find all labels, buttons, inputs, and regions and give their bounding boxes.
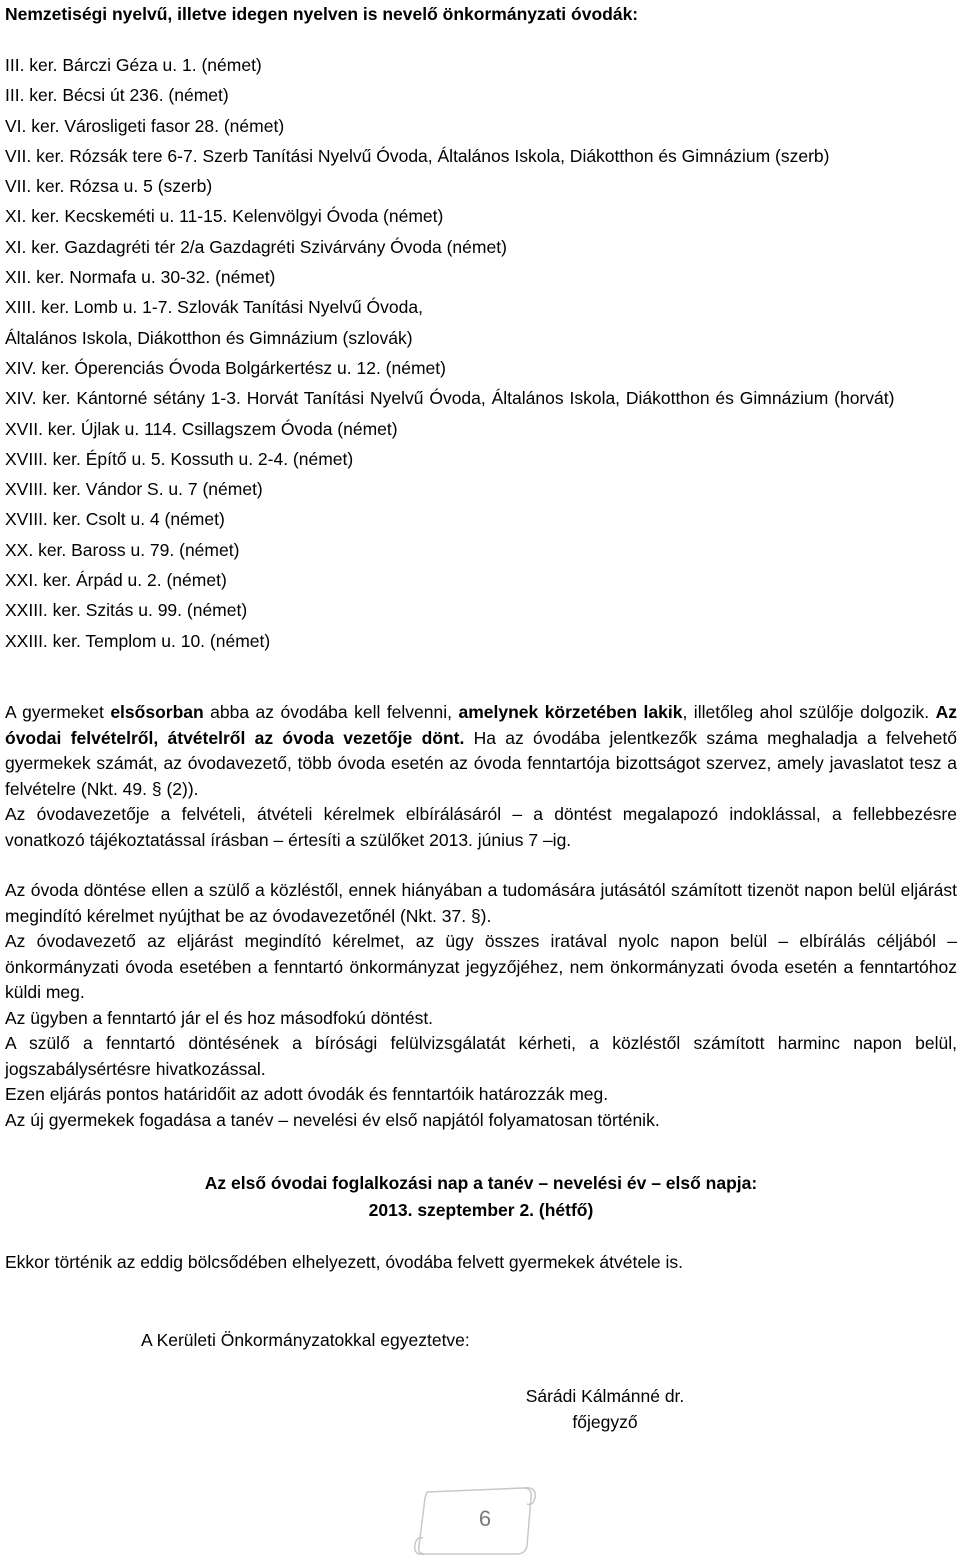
- list-item: XIV. ker. Óperenciás Óvoda Bolgárkertész u. 12. (német): [5, 357, 446, 378]
- takeover-note: Ekkor történik az eddig bölcsődében elhelyezett, óvodába felvett gyermekek átvétele is.: [5, 1252, 684, 1272]
- list-item: XI. ker. Gazdagréti tér 2/a Gazdagréti Szivárvány Óvoda (német): [5, 236, 507, 257]
- list-item: XXIII. ker. Szitás u. 99. (német): [5, 600, 248, 621]
- emphasis: amelynek körzetében lakik: [458, 702, 683, 722]
- notification-paragraph: Az óvodavezetője a felvételi, átvételi kérelmek elbírálásáról – a döntést megalapozó indoklással, a fellebbezésre vonatkozó tájékoztatással írásban – értesíti a szülőket 2013. június 7 –ig.: [5, 804, 957, 850]
- list-item: XXI. ker. Árpád u. 2. (német): [5, 570, 227, 591]
- deadlines-paragraph: Ezen eljárás pontos határidőit az adott óvodák és fenntartóik határozzák meg.: [5, 1084, 609, 1104]
- body-text: [5, 700, 957, 1133]
- list-item: III. ker. Bécsi út 236. (német): [5, 85, 229, 106]
- page-number-badge: [405, 1480, 520, 1550]
- section-heading: Nemzetiségi nyelvű, illetve idegen nyelven is nevelő önkormányzati óvodák:: [5, 4, 639, 24]
- text-run: abba az óvodába kell felvenni,: [203, 702, 459, 722]
- list-item: XX. ker. Baross u. 79. (német): [5, 539, 240, 560]
- appeal-paragraph: Az óvoda döntése ellen a szülő a közléstől, ennek hiányában a tudomására jutásától számított tizenöt napon belül eljárást megindító kérelmet nyújthat be az óvodavezetőnél (Nkt. 37. §).: [5, 880, 957, 926]
- text-run: A gyermeket: [5, 702, 111, 722]
- emphasis: elsősorban: [110, 702, 204, 722]
- kindergarten-list: [5, 50, 955, 656]
- list-item: XIV. ker. Kántorné sétány 1-3. Horvát Tanítási Nyelvű Óvoda, Általános Iskola, Diákotthon és Gimnázium (horvát): [5, 388, 895, 409]
- list-item: XIII. ker. Lomb u. 1-7. Szlovák Tanítási Nyelvű Óvoda,: [5, 297, 423, 318]
- first-day-date: 2013. szeptember 2. (hétfő): [368, 1200, 594, 1220]
- list-item: VII. ker. Rózsa u. 5 (szerb): [5, 176, 213, 197]
- text-run: Ha az óvodába jelentkezők száma meghaladja a felvehető gyermekek számát, az óvodavezető, több óvoda esetén az óvoda fenntartója bizottságot szervez, amely javaslatot tesz a felvételre (Nkt. 49. § (2)).: [5, 727, 957, 799]
- court-review-paragraph: A szülő a fenntartó döntésének a bírósági felülvizsgálatát kérheti, a közléstől számított harminc napon belül, jogszabálysértésre hivatkozással.: [5, 1033, 957, 1079]
- agreement-note: A Kerületi Önkormányzatokkal egyeztetve:: [141, 1330, 470, 1350]
- list-item: VI. ker. Városligeti fasor 28. (német): [5, 115, 285, 136]
- list-item: XVIII. ker. Építő u. 5. Kossuth u. 2-4. (német): [5, 448, 354, 469]
- intake-paragraph: Az új gyermekek fogadása a tanév – nevelési év első napjától folyamatosan történik.: [5, 1109, 660, 1130]
- signer-name: Sárádi Kálmánné dr.: [525, 1386, 685, 1406]
- signer-title: főjegyző: [572, 1412, 638, 1432]
- list-item: XVIII. ker. Vándor S. u. 7 (német): [5, 479, 263, 500]
- list-item: VII. ker. Rózsák tere 6-7. Szerb Tanítási Nyelvű Óvoda, Általános Iskola, Diákotthon és Gimnázium (szerb): [5, 145, 830, 166]
- first-day-line: Az első óvodai foglalkozási nap a tanév – nevelési év – első napja:: [204, 1173, 758, 1193]
- list-item: XVII. ker. Újlak u. 114. Csillagszem Óvoda (német): [5, 418, 398, 439]
- first-day-notice: [5, 1170, 957, 1224]
- list-item: XXIII. ker. Templom u. 10. (német): [5, 630, 271, 651]
- list-item: XI. ker. Kecskeméti u. 11-15. Kelenvölgyi Óvoda (német): [5, 206, 444, 227]
- admission-paragraph: [5, 700, 957, 802]
- list-item: XVIII. ker. Csolt u. 4 (német): [5, 509, 225, 530]
- procedure-paragraph: Az óvodavezető az eljárást megindító kérelmet, az ügy összes iratával nyolc napon belül – elbírálás céljából – önkormányzati óvoda esetében a fenntartó önkormányzat jegyzőjéhez, nem önkormányzati óvoda esetén a fenntartóhoz küldi meg.: [5, 931, 957, 1002]
- list-item: Általános Iskola, Diákotthon és Gimnázium (szlovák): [5, 327, 413, 348]
- signature-block: [515, 1383, 695, 1435]
- second-instance-paragraph: Az ügyben a fenntartó jár el és hoz másodfokú döntést.: [5, 1007, 434, 1028]
- list-item: III. ker. Bárczi Géza u. 1. (német): [5, 55, 262, 75]
- emphasis: Az óvodai felvételről, átvételről az óvoda vezetője dönt.: [5, 702, 958, 748]
- list-item: XII. ker. Normafa u. 30-32. (német): [5, 267, 276, 288]
- text-run: , illetőleg ahol szülője dolgozik.: [682, 702, 936, 722]
- page-number: 6: [478, 1506, 492, 1531]
